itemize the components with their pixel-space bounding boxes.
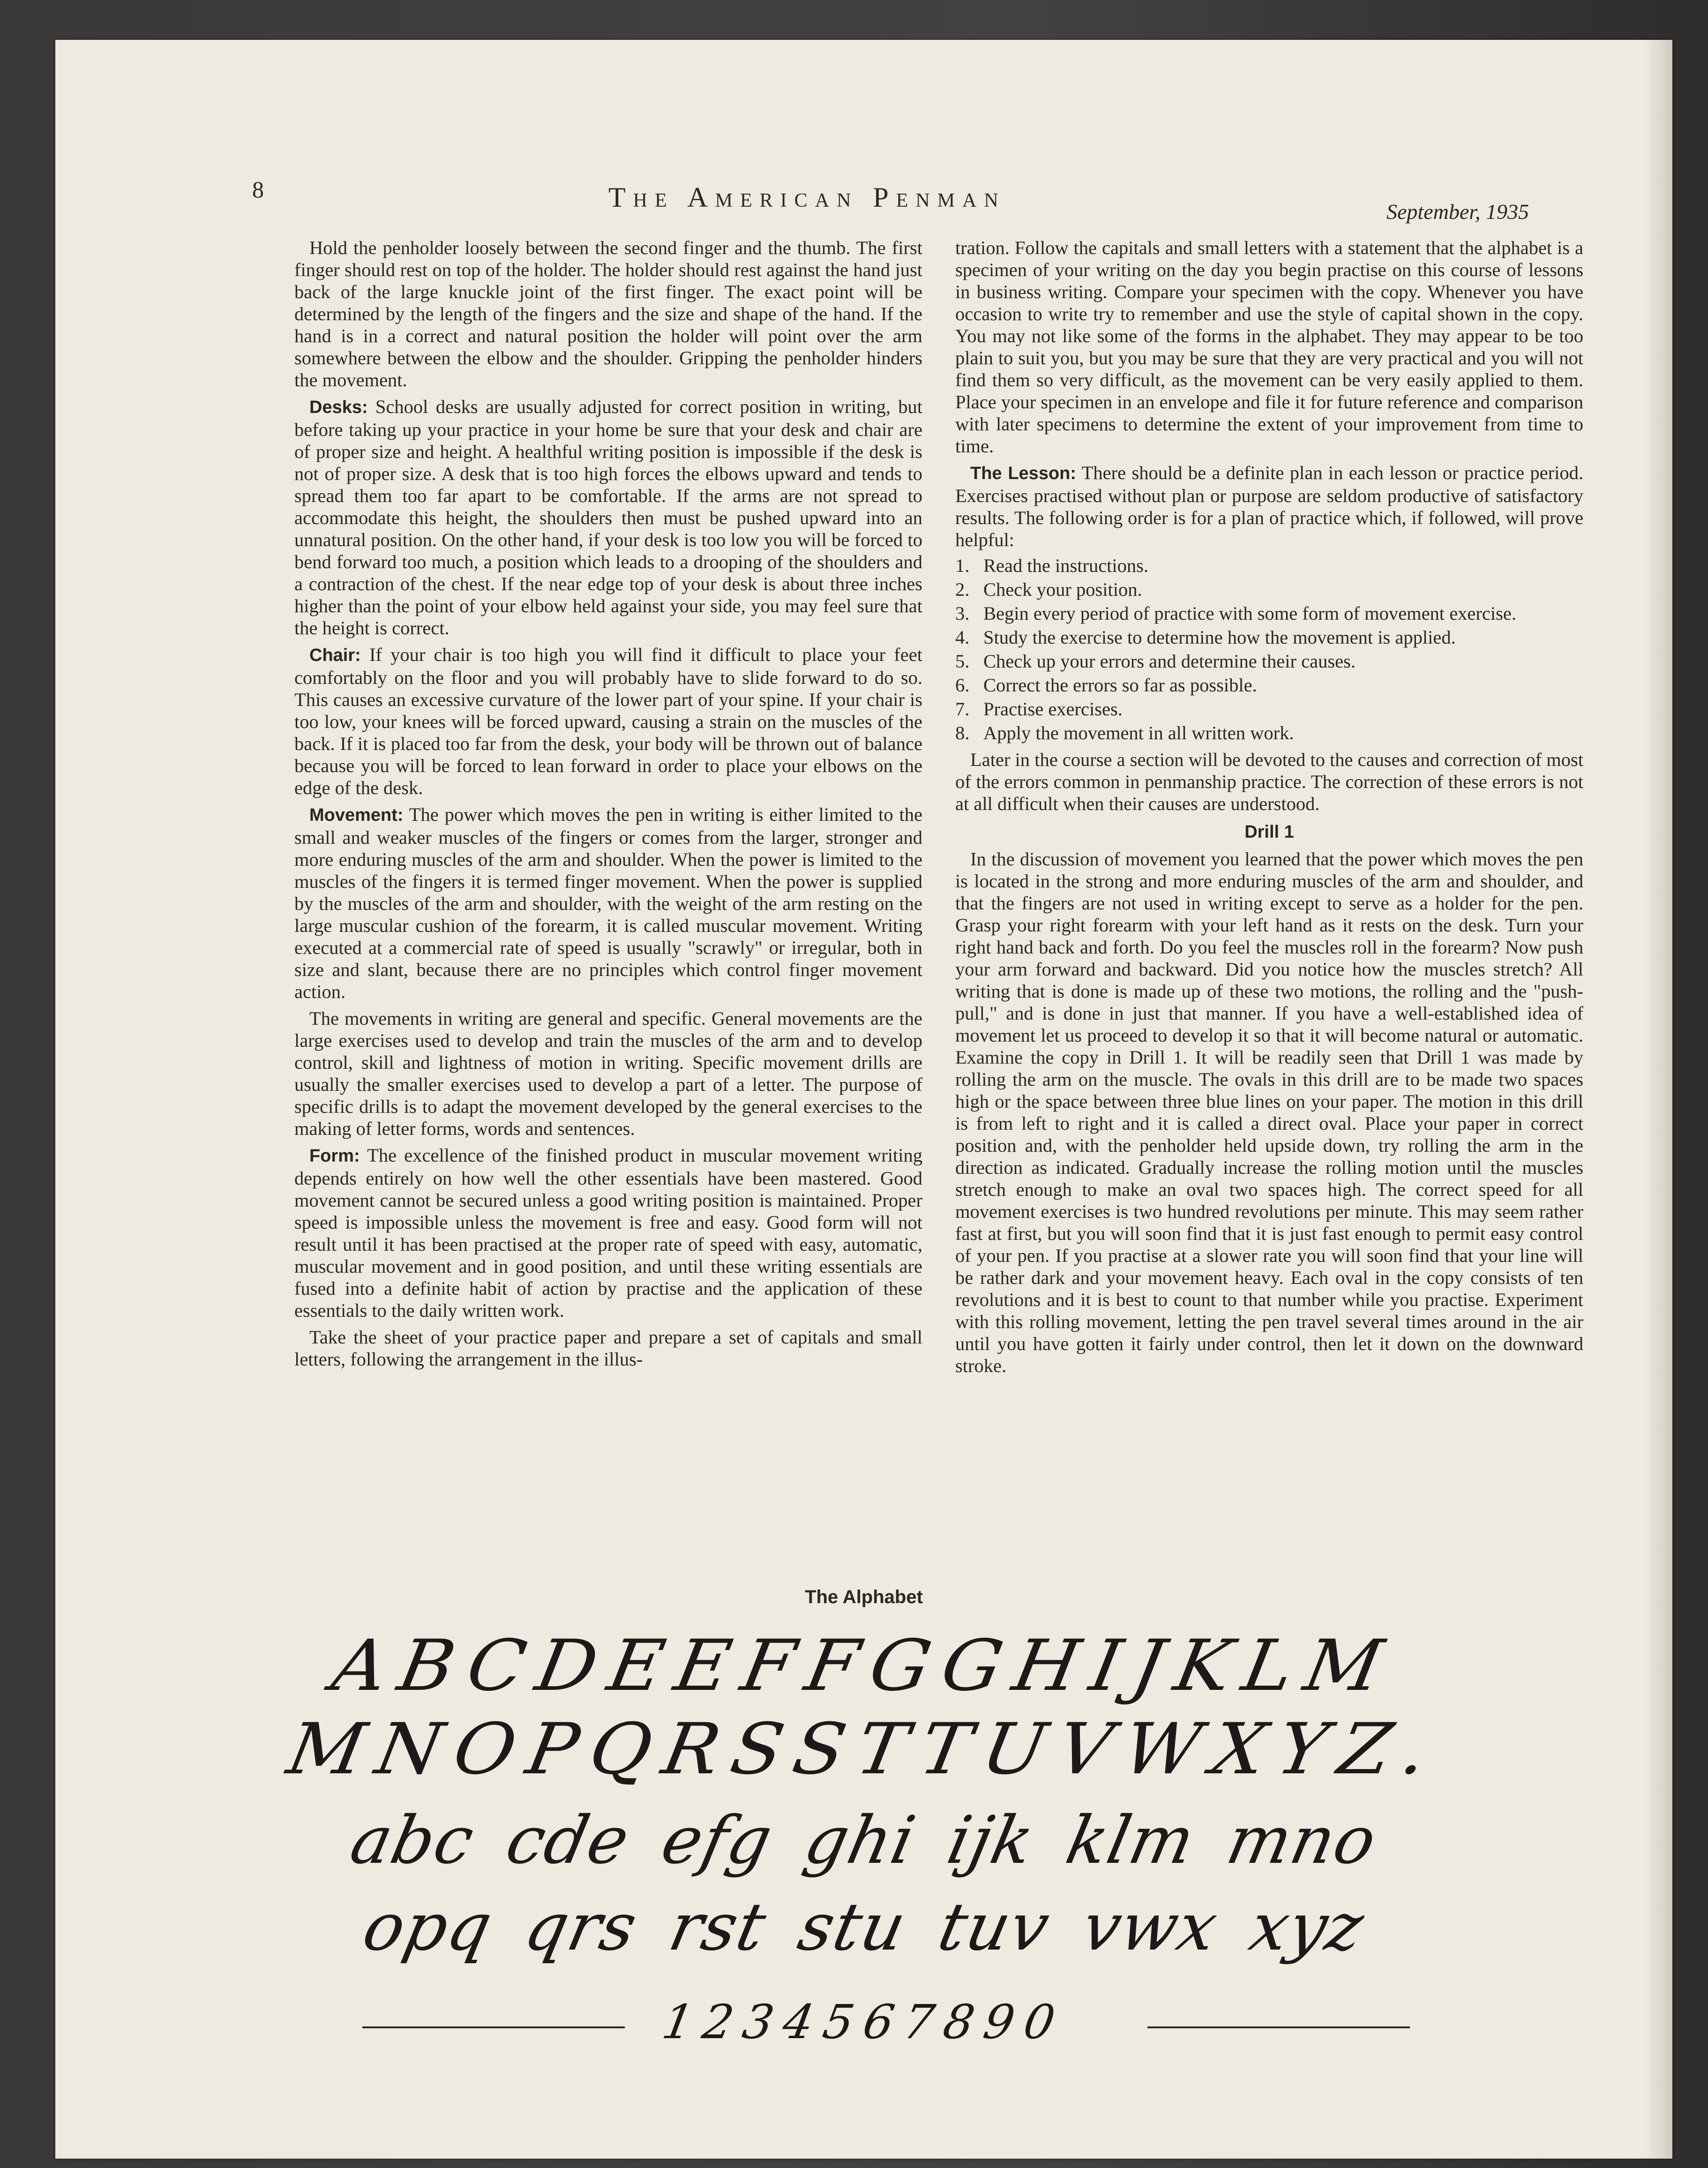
magazine-page <box>55 40 1672 2159</box>
list-item: 8. Apply the movement in all written work. <box>955 722 1294 743</box>
list-item: 1. Read the instructions. <box>955 555 1149 576</box>
paragraph-form <box>294 1144 922 1321</box>
practice-steps-list <box>955 555 1583 744</box>
paragraph-desks <box>294 396 922 639</box>
drill-heading: Drill 1 <box>1244 822 1294 842</box>
chair-text: If your chair is too high you will find it difficult to place your feet comfortably on the floor and you will probably have to slide forward to do so. This causes an excessive curvature of the lower part of your spine. If your chair is too low, your knees will be forced upward, causing a strain on the muscles of the back. If it is placed too far from the desk, your body will be thrown out of balance because you will be forced to lean forward in order to place your elbows on the edge of the desk. <box>294 644 922 798</box>
lesson-lead: The Lesson: <box>970 464 1077 483</box>
paragraph-tration: tration. Follow the capitals and small letters with a statement that the alphabet is a specimen of your writing on the day you begin practise on this course of lessons in business writing. Compare your specimen with the copy. Whenever you have occasion to write try to remember and use the style of capital shown in the copy. You may not like some of the forms in the alphabet. They may appear to be too plain to suit you, but you may be sure that they are very practical and you will not find them so very difficult, as the movement can be very easily applied to them. Place your specimen in an envelope and file it for future reference and comparison with later specimens to determine the extent of your improvement from time to time. <box>955 237 1583 457</box>
paragraph-penholder: Hold the penholder loosely between the second finger and the thumb. The first finger should rest on top of the holder. The holder should rest against the hand just back of the large knuckle joint of the first finger. The exact point will be determined by the length of the fingers and the size and shape of the hand. If the hand is in a correct and natural position the holder will point over the arm somewhere between the elbow and the shoulder. Gripping the penholder hinders the movement. <box>294 237 922 390</box>
paragraph-movements: The movements in writing are general and specific. General movements are the large exercises used to develop and train the muscles of the arm and to develop control, skill and lightness of motion in writing. Specific movement drills are usually the smaller exercises used to develop a part of a letter. The purpose of specific drills is to adapt the movement developed by the general exercises to the making of letter forms, words and sentences. <box>294 1008 922 1139</box>
paragraph-chair <box>294 644 922 799</box>
movement-lead: Movement: <box>309 805 404 825</box>
paragraph-lesson <box>955 462 1583 551</box>
script-lowercase-row-1: abc cde efg ghi ijk klm mno <box>344 1802 1384 1879</box>
list-item: 7. Practise exercises. <box>955 698 1123 720</box>
left-column <box>294 237 922 1370</box>
movement-text: The power which moves the pen in writing is either limited to the small and weaker muscles of the fingers or comes from the larger, stronger and more enduring muscles of the arm and shoulder. When the power is limited to the muscles of the fingers it is termed finger movement. When the power is supplied by the muscles of the arm and shoulder, with the weight of the arm resting on the large muscular cushion of the forearm, it is called muscular movement. Writing executed at a commercial rate of speed is usually "scrawly" or irregular, both in size and slant, because there are no principles which control finger movement action. <box>294 804 922 1002</box>
script-digits-row: 1234567890 <box>658 1995 1070 2049</box>
rule-left <box>362 2026 625 2028</box>
paragraph-movement <box>294 803 922 1003</box>
alphabet-specimen <box>55 1596 1672 2112</box>
paragraph-later: Later in the course a section will be devoted to the causes and correction of most of the errors common in penmanship practice. The correction of these errors is not at all difficult when their causes are understood. <box>955 749 1583 814</box>
list-item: 4. Study the exercise to determine how the movement is applied. <box>955 627 1456 648</box>
desks-text: School desks are usually adjusted for correct position in writing, but before taking up your practice in your home be sure that your desk and chair are of proper size and height. A healthful writing position is impossible if the desk is not of proper size. A desk that is too high forces the elbows upward and tends to spread them too far apart to be comfortable. If the arms are not spread to accommodate this height, the shoulders then must be pushed upward into an unnatural position. On the other hand, if your desk is too low you will be forced to bend forward too much, a position which leads to a drooping of the shoulders and a contraction of the chest. If the near edge top of your desk is about three inches higher than the point of your elbow held against your side, you may feel sure that the height is correct. <box>294 396 923 638</box>
paragraph-drill: In the discussion of movement you learned that the power which moves the pen is located in the strong and more enduring muscles of the arm and shoulder, and that the fingers are not used in writing except to serve as a holder for the pen. Grasp your right forearm with your left hand as it rests on the desk. Turn your right hand back and forth. Do you feel the muscles roll in the forearm? Now push your arm forward and backward. Did you notice how the muscles stretch? All writing that is done is made up of these two motions, the rolling and the "push-pull," and is done in just that manner. If you have a well-established idea of movement let us proceed to develop it so that it will become natural or automatic. Examine the copy in Drill 1. It will be readily seen that Drill 1 was made by rolling the arm on the muscle. The ovals in this drill are to be made two spaces high or the space between three blue lines on your paper. The motion in this drill is from left to right and it is called a direct oval. Place your paper in correct position and, with the penholder held upside down, try rolling the arm in the direction as indicated. Gradually increase the rolling motion until the muscles stretch enough to make an oval two spaces high. The correct speed for all movement exercises is two hundred revolutions per minute. This may seem rather fast at first, but you will soon find that it is just fast enough to permit easy control of your pen. If you practise at a slower rate you will soon find that your line will be rather dark and your movement heavy. Each oval in the copy consists of ten revolutions and it is best to count to that number while you practise. Experiment with this rolling movement, letting the pen travel several times around in the air until you have gotten it fairly under control, then let it down on the downward stroke. <box>955 848 1583 1376</box>
list-item: 5. Check up your errors and determine their causes. <box>955 651 1356 672</box>
issue-date: September, 1935 <box>1386 200 1529 224</box>
script-capitals-row-2: MNOPQRSSTTUVWXYZ. <box>281 1709 1446 1790</box>
right-column <box>955 237 1583 1377</box>
script-capitals-row-1: ABCDEEFFGGHIJKLM <box>326 1625 1402 1707</box>
list-item: 2. Check your position. <box>955 579 1142 600</box>
form-lead: Form: <box>309 1146 360 1166</box>
script-lowercase-row-2: opq qrs rst stu tuv vwx xyz <box>356 1889 1371 1965</box>
masthead-title: The American Penman <box>608 182 1006 213</box>
paragraph-take-sheet: Take the sheet of your practice paper and prepare a set of capitals and small letters, following the arrangement in the illus- <box>294 1327 922 1370</box>
desks-lead: Desks: <box>309 398 368 417</box>
rule-right <box>1147 2026 1410 2028</box>
form-text: The excellence of the finished product in muscular movement writing depends entirely on how well the other essentials have been mastered. Good movement cannot be secured unless a good writing position is maintained. Proper speed is impossible unless the movement is free and easy. Good form will not result until it has been practised at the proper rate of speed with easy, automatic, muscular movement and in good position, and until these writing essentials are fused into a definite habit of action by practise and the application of these essentials to the daily written work. <box>294 1145 922 1321</box>
list-item: 3. Begin every period of practice with some form of movement exercise. <box>955 603 1516 624</box>
chair-lead: Chair: <box>309 645 361 665</box>
lesson-text: There should be a definite plan in each lesson or practice period. Exercises practised without plan or purpose are seldom productive of satisfactory results. The following order is for a plan of practice which, if followed, will prove helpful: <box>955 462 1583 550</box>
page-number: 8 <box>252 176 264 203</box>
list-item: 6. Correct the errors so far as possible. <box>955 675 1257 696</box>
alphabet-title: The Alphabet <box>805 1587 923 1607</box>
